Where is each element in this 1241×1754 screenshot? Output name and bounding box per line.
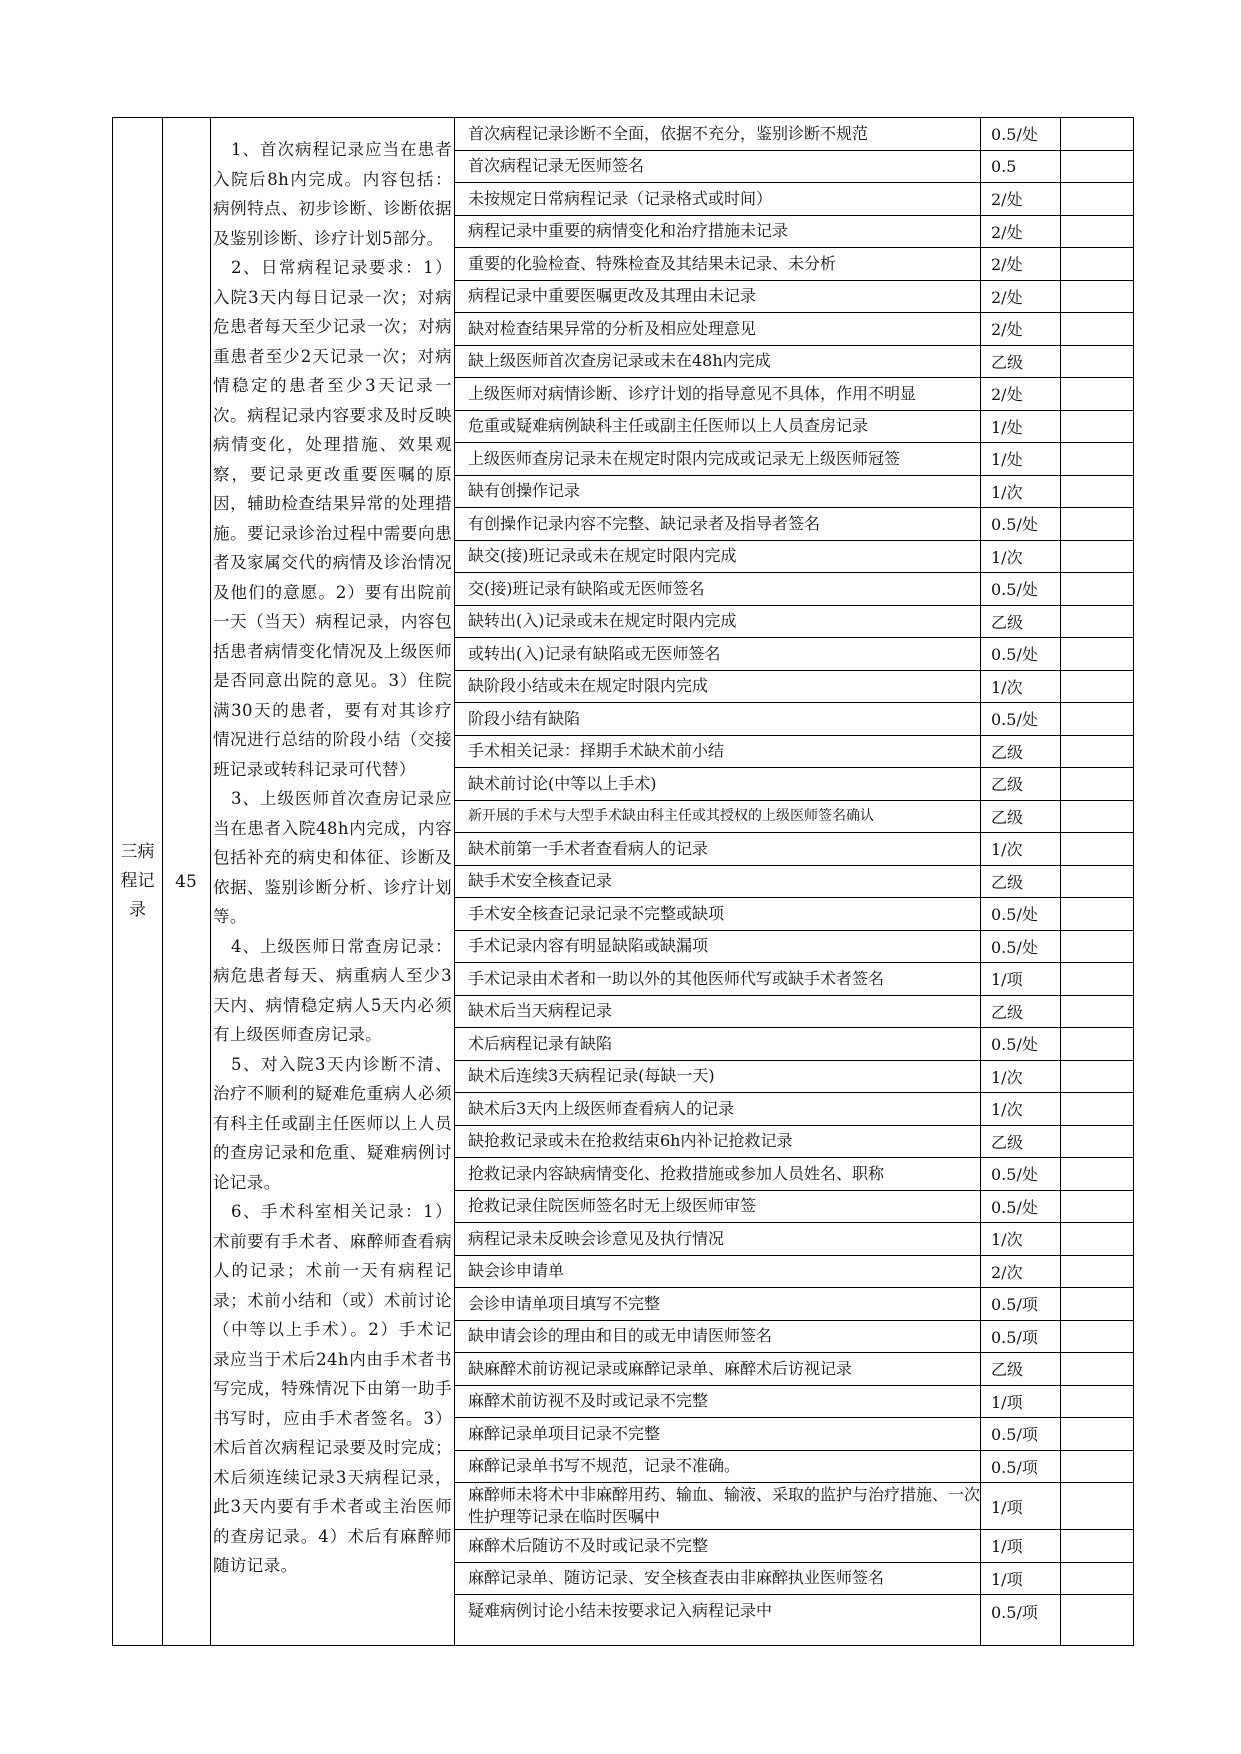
score-blank-cell [1060,866,1133,898]
score-blank-cell [1060,963,1133,995]
deduction-points: 乙级 [991,1360,1024,1380]
deduction-item: 有创操作记录内容不完整、缺记录者及指导者签名 [468,513,821,533]
table-row [454,248,1133,281]
deduction-points: 0.5/项 [991,1457,1038,1477]
deduction-item: 术后病程记录有缺陷 [468,1033,613,1053]
deduction-points: 1/处 [991,450,1023,470]
deduction-item: 麻醉记录单、随访记录、安全核查表由非麻醉执业医师签名 [468,1568,885,1588]
score-blank-cell [1060,833,1133,865]
deduction-points: 0.5/处 [991,1165,1038,1185]
deduction-points: 0.5/处 [991,125,1038,145]
score-blank-cell [1060,703,1133,735]
deduction-item: 缺麻醉术前访视记录或麻醉记录单、麻醉术后访视记录 [468,1358,853,1378]
table-row [454,671,1133,704]
deduction-points: 1/项 [991,1569,1023,1589]
deduction-points: 乙级 [991,872,1024,892]
table-row [454,606,1133,639]
table-row [454,443,1133,476]
deduction-item: 或转出(入)记录有缺陷或无医师签名 [468,643,721,663]
deduction-points: 0.5/项 [991,1425,1038,1445]
table-row [454,1288,1133,1321]
table-row [454,768,1133,801]
deduction-points: 1/项 [991,970,1023,990]
table-row [454,573,1133,606]
deduction-item: 麻醉术后随访不及时或记录不完整 [468,1535,709,1555]
table-row [454,378,1133,411]
deduction-item: 缺交(接)班记录或未在规定时限内完成 [468,546,737,566]
deduction-points: 0.5/处 [991,645,1038,665]
table-row [454,1483,1133,1530]
deduction-item: 未按规定日常病程记录（记录格式或时间） [468,188,773,208]
table-row [454,508,1133,541]
table-row [454,118,1133,151]
deduction-item: 缺转出(入)记录或未在规定时限内完成 [468,611,737,631]
deduction-points: 乙级 [991,612,1024,632]
score-value: 45 [175,871,197,892]
score-blank-cell [1060,606,1133,638]
deduction-points: 2/处 [991,255,1023,275]
score-blank-cell [1060,638,1133,670]
score-blank-cell [1060,1595,1133,1628]
score-blank-cell [1060,573,1133,605]
deduction-points: 1/项 [991,1392,1023,1412]
table-row [454,1321,1133,1354]
score-blank-cell [1060,411,1133,443]
deduction-item: 手术记录内容有明显缺陷或缺漏项 [468,936,709,956]
deduction-points: 乙级 [991,1002,1024,1022]
deduction-points: 0.5/项 [991,1295,1038,1315]
score-cell [162,118,210,1645]
deduction-item: 首次病程记录无医师签名 [468,156,645,176]
table-row [454,1563,1133,1596]
table-row [454,411,1133,444]
deduction-points: 0.5/处 [991,905,1038,925]
deduction-rows [454,118,1133,1628]
table-row [454,1386,1133,1419]
deduction-points: 乙级 [991,807,1024,827]
table-row [454,281,1133,314]
deduction-item: 新开展的手术与大型手术缺由科主任或其授权的上级医师签名确认 [468,808,874,825]
score-blank-cell [1060,931,1133,963]
deduction-item: 会诊申请单项目填写不完整 [468,1293,661,1313]
deduction-item: 上级医师查房记录未在规定时限内完成或记录无上级医师冠签 [468,448,901,468]
deduction-points: 2/处 [991,190,1023,210]
table-row [454,638,1133,671]
deduction-item: 交(接)班记录有缺陷或无医师签名 [468,578,705,598]
deduction-points: 0.5/处 [991,937,1038,957]
requirement-paragraph: 1、首次病程记录应当在患者入院后8h内完成。内容包括：病例特点、初步诊断、诊断依据及鉴别诊断、诊疗计划5部分。 [213,140,452,248]
deduction-points: 2/处 [991,287,1023,307]
deduction-points: 2/次 [991,1262,1023,1282]
deduction-item: 病程记录中重要医嘱更改及其理由未记录 [468,286,757,306]
scoring-table [112,117,1134,1646]
requirement-paragraph: 5、对入院3天内诊断不清、治疗不顺利的疑难危重病人必须有科主任或副主任医师以上人员的查房记录和危重、疑难病例讨论记录。 [213,1054,452,1192]
score-blank-cell [1060,1418,1133,1450]
score-blank-cell [1060,1191,1133,1223]
deduction-points: 1/次 [991,1067,1023,1087]
deduction-points: 1/次 [991,1230,1023,1250]
deduction-points: 乙级 [991,742,1024,762]
category-cell [113,118,162,1645]
deduction-item: 手术记录由术者和一助以外的其他医师代写或缺手术者签名 [468,968,885,988]
deduction-points: 0.5/项 [991,1327,1038,1347]
score-blank-cell [1060,508,1133,540]
table-row [454,1158,1133,1191]
deduction-item: 缺申请会诊的理由和目的或无申请医师签名 [468,1326,773,1346]
score-blank-cell [1060,216,1133,248]
deduction-points: 0.5/处 [991,1197,1038,1217]
deduction-item: 缺上级医师首次查房记录或未在48h内完成 [468,351,771,371]
score-blank-cell [1060,768,1133,800]
table-row [454,1028,1133,1061]
score-blank-cell [1060,281,1133,313]
deduction-item: 手术安全核查记录记录不完整或缺项 [468,903,725,923]
requirement-paragraph: 3、上级医师首次查房记录应当在患者入院48h内完成，内容包括补充的病史和体征、诊断及依据、鉴别诊断分析、诊疗计划等。 [213,789,452,926]
deduction-points: 2/处 [991,320,1023,340]
table-row [454,801,1133,834]
deduction-item: 抢救记录住院医师签名时无上级医师审签 [468,1196,757,1216]
deduction-item: 缺有创操作记录 [468,481,581,501]
score-blank-cell [1060,248,1133,280]
score-blank-cell [1060,801,1133,833]
table-row [454,931,1133,964]
requirement-paragraph: 4、上级医师日常查房记录：病危患者每天、病重病人至少3天内、病情稳定病人5天内必须有上级医师查房记录。 [213,936,452,1044]
score-blank-cell [1060,1223,1133,1255]
deduction-item: 麻醉记录单项目记录不完整 [468,1423,661,1443]
table-row [454,151,1133,184]
deduction-item: 缺术后连续3天病程记录(每缺一天) [468,1066,715,1086]
score-blank-cell [1060,183,1133,215]
table-row [454,1353,1133,1386]
deduction-item: 缺对检查结果异常的分析及相应处理意见 [468,318,757,338]
deduction-item: 重要的化验检查、特殊检查及其结果未记录、未分析 [468,253,837,273]
score-blank-cell [1060,1028,1133,1060]
deduction-item: 缺术前讨论(中等以上手术) [468,773,657,793]
score-blank-cell [1060,1126,1133,1158]
score-blank-cell [1060,1451,1133,1483]
table-row [454,1061,1133,1094]
table-row [454,183,1133,216]
deduction-item: 缺术前第一手术者查看病人的记录 [468,838,709,858]
table-row [454,1595,1133,1628]
deduction-item: 麻醉师未将术中非麻醉用药、输血、输液、采取的监护与治疗措施、一次性护理等记录在临时医嘱中 [468,1485,980,1526]
score-blank-cell [1060,1563,1133,1595]
table-row [454,216,1133,249]
deduction-item: 疑难病例讨论小结未按要求记入病程记录中 [468,1601,773,1621]
deduction-item: 病程记录中重要的病情变化和治疗措施未记录 [468,221,789,241]
deduction-points: 0.5/处 [991,515,1038,535]
deduction-item: 手术相关记录：择期手术缺术前小结 [468,741,725,761]
deduction-points: 1/处 [991,417,1023,437]
score-blank-cell [1060,1530,1133,1562]
deduction-item: 抢救记录内容缺病情变化、抢救措施或参加人员姓名、职称 [468,1163,885,1183]
score-blank-cell [1060,1256,1133,1288]
score-blank-cell [1060,1158,1133,1190]
score-blank-cell [1060,1483,1133,1529]
table-row [454,476,1133,509]
table-row [454,1191,1133,1224]
requirement-paragraph: 2、日常病程记录要求：1）入院3天内每日记录一次；对病危患者每天至少记录一次；对病重患者至少2天记录一次；对病情稳定的患者至少3天记录一次。病程记录内容要求及时反映病情变化，处理措施、效果观察，要记录更改重要医嘱的原因，辅助检查结果异常的处理措施。要记录诊治过程中需要向患者及家属交代的病情及诊治情况及他们的意愿。2）要有出院前一天（当天）病程记录，内容包括患者病情变化情况及上级医师是否同意出院的意见。3）住院满30天的患者，要有对其诊疗情况进行总结的阶段小结（交接班记录或转科记录可代替） [213,258,452,779]
deduction-points: 乙级 [991,352,1024,372]
table-row [454,1451,1133,1484]
score-blank-cell [1060,898,1133,930]
score-blank-cell [1060,1288,1133,1320]
deduction-points: 1/次 [991,677,1023,697]
table-row [454,1418,1133,1451]
table-row [454,1256,1133,1289]
deduction-item: 危重或疑难病例缺科主任或副主任医师以上人员查房记录 [468,416,869,436]
deduction-points: 0.5/处 [991,710,1038,730]
deduction-points: 0.5/处 [991,1035,1038,1055]
score-blank-cell [1060,541,1133,573]
score-blank-cell [1060,151,1133,183]
deduction-item: 缺阶段小结或未在规定时限内完成 [468,676,709,696]
table-row [454,313,1133,346]
deduction-points: 1/项 [991,1537,1023,1557]
deduction-points: 1/项 [991,1497,1023,1517]
score-blank-cell [1060,996,1133,1028]
requirements-cell [210,118,454,1645]
deduction-points: 1/次 [991,840,1023,860]
table-row [454,833,1133,866]
deduction-item: 麻醉记录单书写不规范，记录不准确。 [468,1456,741,1476]
deduction-item: 上级医师对病情诊断、诊疗计划的指导意见不具体，作用不明显 [468,383,917,403]
table-row [454,736,1133,769]
deduction-points: 乙级 [991,775,1024,795]
deduction-item: 首次病程记录诊断不全面，依据不充分，鉴别诊断不规范 [468,123,869,143]
deduction-item: 病程记录未反映会诊意见及执行情况 [468,1228,725,1248]
deduction-item: 缺术后3天内上级医师查看病人的记录 [468,1098,735,1118]
table-row [454,1093,1133,1126]
table-row [454,541,1133,574]
deduction-points: 0.5/处 [991,580,1038,600]
requirement-paragraph: 6、手术科室相关记录：1）术前要有手术者、麻醉师查看病人的记录；术前一天有病程记录；术前小结和（或）术前讨论（中等以上手术）。2）手术记录应当于术后24h内由手术者书写完成，特殊情况下由第一助手书写时，应由手术者签名。3）术后首次病程记录要及时完成；术后须连续记录3天病程记录，此3天内要有手术者或主治医师的查房记录。4）术后有麻醉师随访记录。 [213,1202,452,1575]
deduction-item: 阶段小结有缺陷 [468,708,581,728]
deduction-item: 麻醉术前访视不及时或记录不完整 [468,1391,709,1411]
score-blank-cell [1060,443,1133,475]
table-row [454,346,1133,379]
category-label: 三病程记录 [120,842,155,920]
deduction-points: 1/次 [991,1100,1023,1120]
score-blank-cell [1060,1386,1133,1418]
deduction-item: 缺会诊申请单 [468,1261,565,1281]
deduction-points: 0.5/项 [991,1602,1038,1622]
score-blank-cell [1060,1093,1133,1125]
table-row [454,963,1133,996]
table-row [454,703,1133,736]
deduction-item: 缺手术安全核查记录 [468,871,613,891]
deduction-points: 0.5 [991,156,1017,176]
deduction-points: 1/次 [991,547,1023,567]
deduction-item: 缺术后当天病程记录 [468,1001,613,1021]
table-row [454,866,1133,899]
deduction-points: 乙级 [991,1132,1024,1152]
deduction-points: 1/次 [991,482,1023,502]
table-row [454,1530,1133,1563]
score-blank-cell [1060,1353,1133,1385]
score-blank-cell [1060,313,1133,345]
score-blank-cell [1060,1061,1133,1093]
score-blank-cell [1060,118,1133,150]
table-row [454,1126,1133,1159]
score-blank-cell [1060,346,1133,378]
score-blank-cell [1060,378,1133,410]
score-blank-cell [1060,476,1133,508]
deduction-points: 2/处 [991,222,1023,242]
score-blank-cell [1060,671,1133,703]
score-blank-cell [1060,1321,1133,1353]
table-row [454,898,1133,931]
table-row [454,996,1133,1029]
deduction-points: 2/处 [991,385,1023,405]
deduction-item: 缺抢救记录或未在抢救结束6h内补记抢救记录 [468,1131,793,1151]
score-blank-cell [1060,736,1133,768]
table-row [454,1223,1133,1256]
